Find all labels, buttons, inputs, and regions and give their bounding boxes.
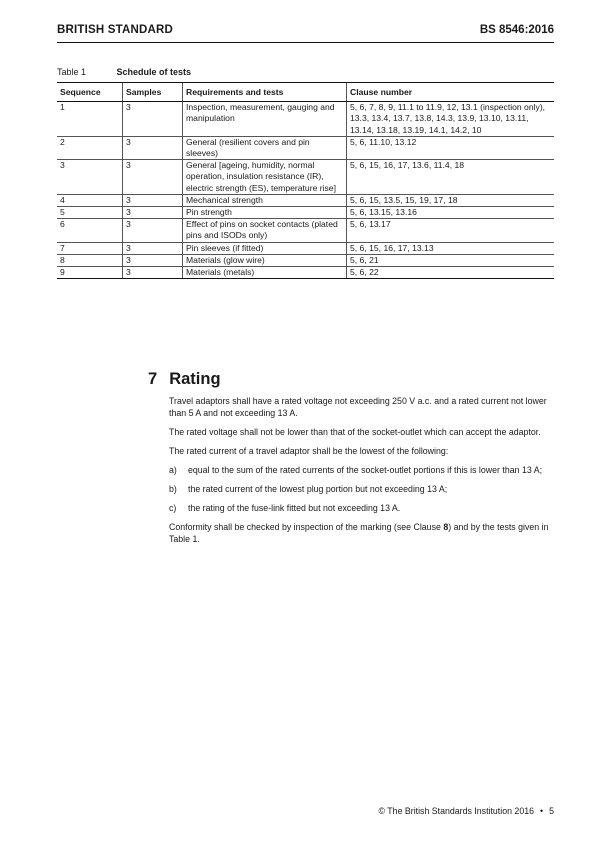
requirement-cell: General (resilient covers and pin sleeves) — [183, 136, 347, 159]
bullet-separator: • — [540, 806, 544, 816]
clause-cell: 5, 6, 13.17 — [347, 219, 555, 242]
page-number: 5 — [549, 806, 554, 816]
table-row — [57, 136, 554, 159]
clause-cell: 5, 6, 13.15, 13.16 — [347, 207, 555, 219]
sequence-cell: 3 — [57, 160, 123, 195]
table-row — [57, 242, 554, 254]
paragraph: Travel adaptors shall have a rated voltage not exceeding 250 V a.c. and a rated current not lower than 5 A and not exceeding 13 A. — [169, 396, 547, 418]
table-header-row — [57, 83, 554, 102]
requirement-cell: Materials (glow wire) — [183, 254, 347, 266]
samples-cell: 3 — [123, 267, 183, 279]
requirement-cell: Pin sleeves (if fitted) — [183, 242, 347, 254]
samples-cell: 3 — [123, 194, 183, 206]
requirement-cell: Mechanical strength — [183, 194, 347, 206]
clause-cell: 5, 6, 15, 16, 17, 13.13 — [347, 242, 555, 254]
column-header-sequence: Sequence — [57, 83, 123, 102]
table-number: Table 1 — [57, 67, 87, 77]
table-caption — [57, 67, 191, 77]
standard-label: BRITISH STANDARD — [57, 24, 174, 36]
section-number: 7 — [148, 370, 158, 388]
conformity-paragraph — [169, 521, 554, 545]
list-item-label: a) — [169, 465, 177, 475]
requirement-cell: Pin strength — [183, 207, 347, 219]
table-row — [57, 207, 554, 219]
standard-number: BS 8546:2016 — [479, 24, 554, 36]
table-row — [57, 267, 554, 279]
sequence-cell: 8 — [57, 254, 123, 266]
samples-cell: 3 — [123, 242, 183, 254]
clause-cell: 5, 6, 22 — [347, 267, 555, 279]
clause-cell: 5, 6, 15, 16, 17, 13.6, 11.4, 18 — [347, 160, 555, 195]
samples-cell: 3 — [123, 102, 183, 137]
list-item — [169, 483, 554, 495]
samples-cell: 3 — [123, 254, 183, 266]
list-item-text: equal to the sum of the rated currents of the socket-outlet portions if this is lower than 13 A; — [188, 465, 543, 475]
sequence-cell: 1 — [57, 102, 123, 137]
page-footer — [379, 806, 554, 816]
table-title: Schedule of tests — [116, 67, 192, 77]
table-row — [57, 194, 554, 206]
column-header-requirements: Requirements and tests — [183, 83, 347, 102]
rating-section — [148, 370, 554, 552]
samples-cell: 3 — [123, 136, 183, 159]
paragraph: The rated current of a travel adaptor shall be the lowest of the following: — [169, 446, 449, 456]
list-item — [169, 464, 554, 476]
requirement-cell: Materials (metals) — [183, 267, 347, 279]
header-rule — [57, 42, 554, 43]
list-item-label: c) — [169, 503, 177, 513]
column-header-samples: Samples — [123, 83, 183, 102]
requirement-cell: Inspection, measurement, gauging and manipulation — [183, 102, 347, 137]
table-row — [57, 160, 554, 195]
sequence-cell: 7 — [57, 242, 123, 254]
samples-cell: 3 — [123, 219, 183, 242]
conformity-text-end: ) and by the tests given in Table 1. — [169, 522, 549, 544]
requirement-cell: General [ageing, humidity, normal operation, insulation resistance (IR), electric strength (ES), temperature rise] — [183, 160, 347, 195]
section-title: Rating — [169, 370, 221, 388]
table-row — [57, 254, 554, 266]
sequence-cell: 6 — [57, 219, 123, 242]
clause-reference: 8 — [443, 522, 449, 532]
list-item — [169, 502, 554, 514]
samples-cell: 3 — [123, 160, 183, 195]
table-row — [57, 219, 554, 242]
requirement-cell: Effect of pins on socket contacts (plated pins and ISODs only) — [183, 219, 347, 242]
samples-cell: 3 — [123, 207, 183, 219]
sequence-cell: 4 — [57, 194, 123, 206]
paragraph: The rated voltage shall not be lower than that of the socket-outlet which can accept the adaptor. — [169, 427, 541, 437]
sequence-cell: 2 — [57, 136, 123, 159]
clause-cell: 5, 6, 7, 8, 9, 11.1 to 11.9, 12, 13.1 (inspection only), 13.3, 13.4, 13.7, 13.8, 14.3, 13.9, 13.10, 13.11, 13.14, 13.18, 13.19, 14.1, 14.2, 10 — [347, 102, 555, 137]
list-item-text: the rated current of the lowest plug portion but not exceeding 13 A; — [188, 484, 448, 494]
schedule-of-tests-table — [57, 82, 554, 279]
conformity-text-start: Conformity shall be checked by inspection of the marking (see Clause — [169, 522, 444, 532]
list-item-label: b) — [169, 484, 177, 494]
clause-cell: 5, 6, 11.10, 13.12 — [347, 136, 555, 159]
clause-cell: 5, 6, 15, 13.5, 15, 19, 17, 18 — [347, 194, 555, 206]
section-heading — [148, 370, 554, 389]
clause-cell: 5, 6, 21 — [347, 254, 555, 266]
sequence-cell: 9 — [57, 267, 123, 279]
sequence-cell: 5 — [57, 207, 123, 219]
column-header-clause: Clause number — [347, 83, 555, 102]
table-row — [57, 102, 554, 137]
list-item-text: the rating of the fuse-link fitted but not exceeding 13 A. — [188, 503, 401, 513]
copyright-notice: © The British Standards Institution 2016 — [378, 806, 534, 816]
